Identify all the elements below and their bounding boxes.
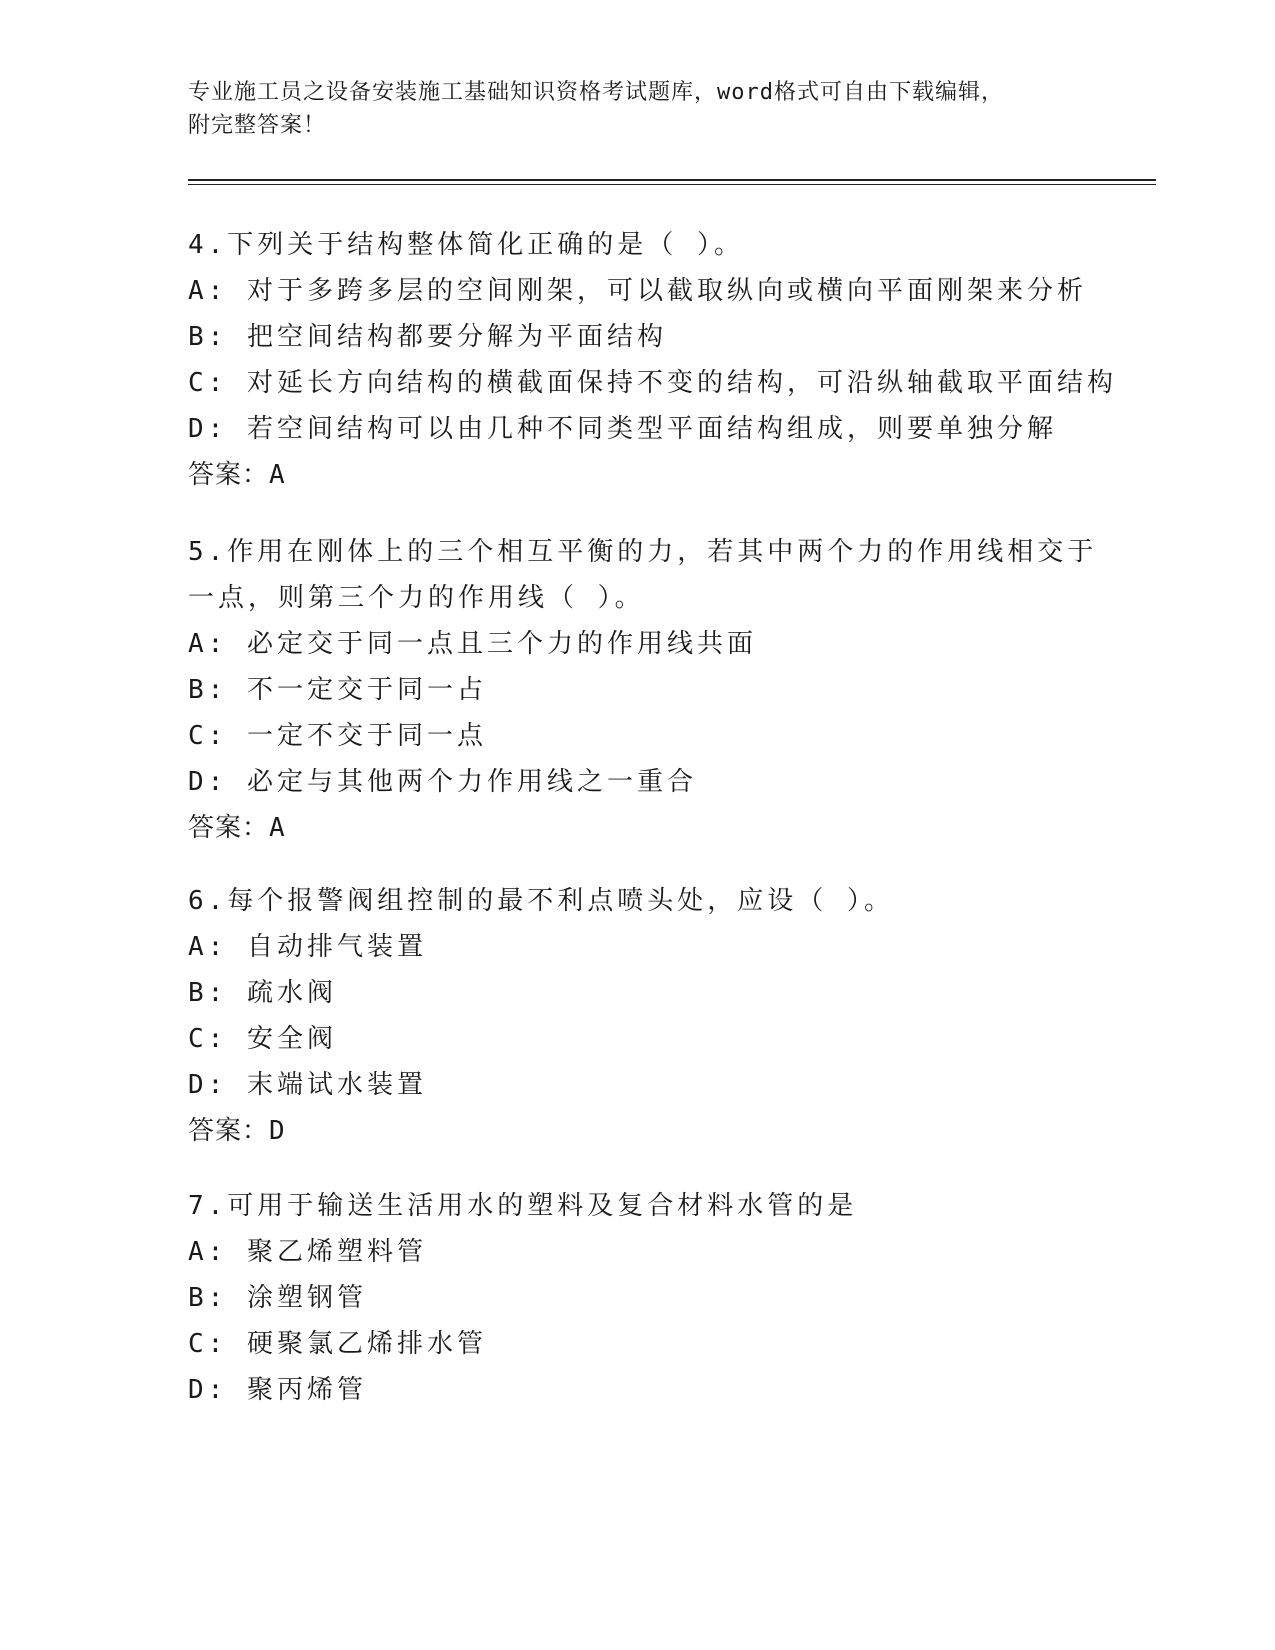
question-5 <box>188 529 1098 851</box>
document-header <box>188 76 1068 142</box>
option-c: C: 硬聚氯乙烯排水管 <box>188 1329 487 1359</box>
question-4 <box>188 222 1117 498</box>
option-a: A: 聚乙烯塑料管 <box>188 1237 427 1267</box>
header-divider-thick <box>188 179 1156 181</box>
option-c: C: 安全阀 <box>188 1024 337 1054</box>
option-a: A: 对于多跨多层的空间刚架，可以截取纵向或横向平面刚架来分析 <box>188 276 1087 306</box>
option-b: B: 涂塑钢管 <box>188 1283 367 1313</box>
answer-label: 答案： <box>188 813 270 843</box>
question-stem: 4.下列关于结构整体简化正确的是（ ）。 <box>188 230 744 260</box>
question-stem: 6.每个报警阀组控制的最不利点喷头处，应设（ ）。 <box>188 886 894 916</box>
answer-label: 答案： <box>188 1116 270 1146</box>
question-stem: 5.作用在刚体上的三个相互平衡的力，若其中两个力的作用线相交于 <box>188 537 1098 567</box>
question-6 <box>188 878 1088 1154</box>
answer-label: 答案： <box>188 460 270 490</box>
answer-line <box>188 805 1088 851</box>
option-c: C: 一定不交于同一点 <box>188 721 487 751</box>
option-c: C: 对延长方向结构的横截面保持不变的结构，可沿纵轴截取平面结构 <box>188 368 1117 398</box>
answer-line <box>188 1108 1088 1154</box>
option-b: B: 不一定交于同一占 <box>188 675 487 705</box>
question-stem-continued: 一点，则第三个力的作用线（ ）。 <box>188 583 645 613</box>
answer-value: A <box>269 813 286 843</box>
option-d: D: 聚丙烯管 <box>188 1375 367 1405</box>
header-line-2: 附完整答案！ <box>188 113 327 138</box>
option-d: D: 必定与其他两个力作用线之一重合 <box>188 767 697 797</box>
answer-value: A <box>269 460 286 490</box>
option-b: B: 疏水阀 <box>188 978 337 1008</box>
answer-value: D <box>269 1116 286 1146</box>
header-line-1: 专业施工员之设备安装施工基础知识资格考试题库，word格式可自由下载编辑， <box>188 80 1004 105</box>
option-d: D: 末端试水装置 <box>188 1070 427 1100</box>
answer-line <box>188 452 1088 498</box>
option-a: A: 必定交于同一点且三个力的作用线共面 <box>188 629 757 659</box>
option-b: B: 把空间结构都要分解为平面结构 <box>188 322 667 352</box>
option-a: A: 自动排气装置 <box>188 932 427 962</box>
question-7 <box>188 1183 1088 1413</box>
option-d: D: 若空间结构可以由几种不同类型平面结构组成，则要单独分解 <box>188 414 1057 444</box>
header-divider-thin <box>188 184 1156 185</box>
question-stem: 7.可用于输送生活用水的塑料及复合材料水管的是 <box>188 1191 858 1221</box>
